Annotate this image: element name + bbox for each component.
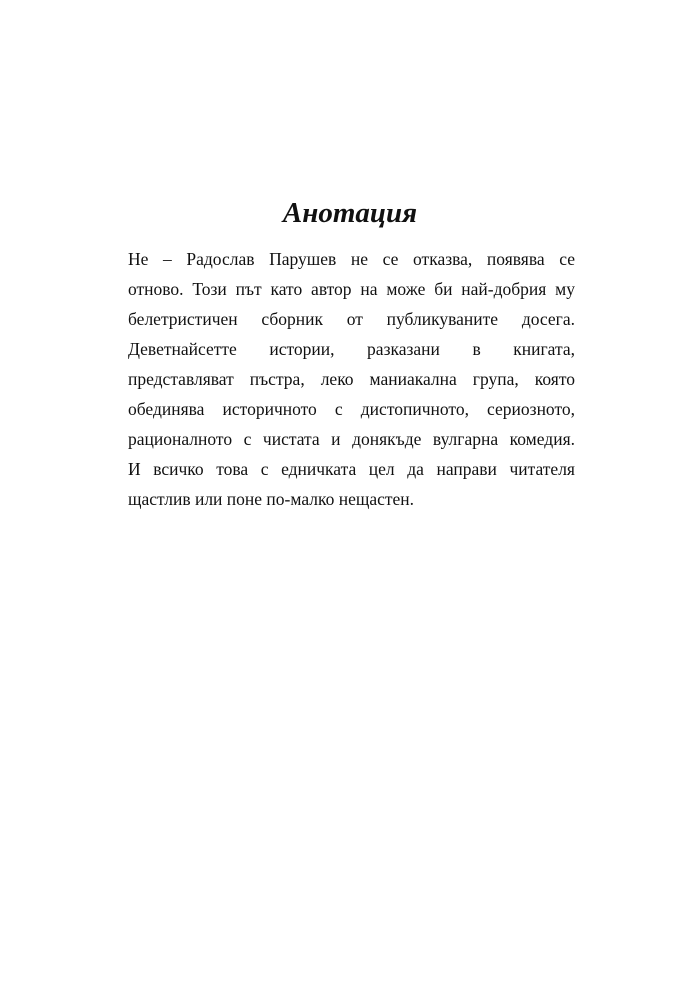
text-line: представляват пъстра, леко маниакална група, която (128, 369, 575, 389)
text-line: обединява историчното с дистопичното, сериозното, (128, 399, 575, 419)
text-line: отново. Този път като автор на може би най-добрия му (128, 279, 575, 299)
text-line: Деветнайсетте истории, разказани в книгата, (128, 339, 575, 359)
text-line: И всичко това с едничката цел да направи читателя (128, 459, 575, 479)
text-line: рационалното с чистата и донякъде вулгарна комедия. (128, 429, 575, 449)
text-line: щастлив или поне по-малко нещастен. (128, 489, 415, 509)
document-title: Анотация (282, 197, 418, 229)
text-line: Не – Радослав Парушев не се отказва, появява се (128, 249, 575, 269)
annotation-text (128, 244, 575, 514)
text-line: белетристичен сборник от публикуваните досега. (128, 309, 575, 329)
